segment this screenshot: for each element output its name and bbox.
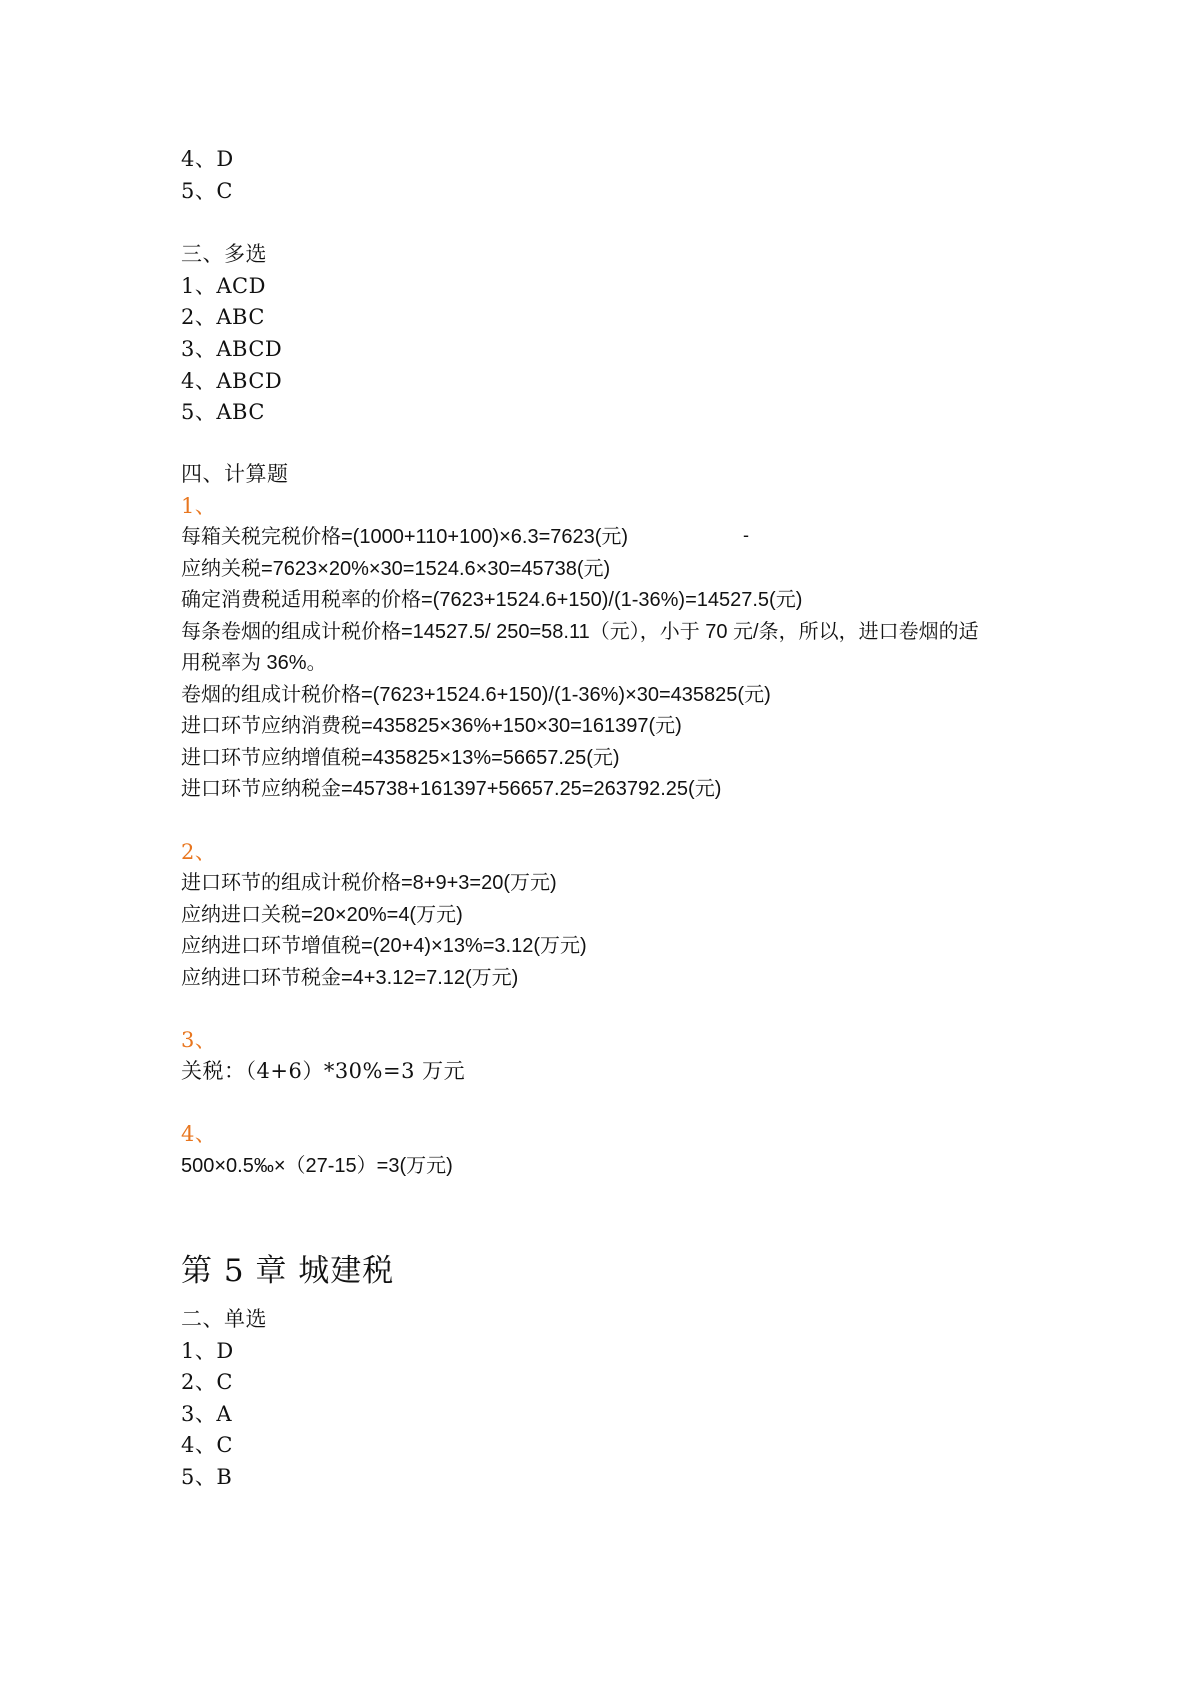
answer-line: 1、ACD <box>181 274 266 298</box>
section-heading-multiple-choice: 三、多选 <box>181 242 267 266</box>
answer-line: 2、ABC <box>181 305 265 329</box>
question-number: 1、 <box>181 494 217 518</box>
chapter-title: 第 5 章 城建税 <box>181 1253 395 1289</box>
solution-line: 进口环节应纳增值税=435825×13%=56657.25(元) <box>181 747 620 769</box>
solution-line: 每条卷烟的组成计税价格=14527.5/ 250=58.11（元），小于 70 元/条，所以，进口卷烟的适 <box>181 621 979 643</box>
solution-line: 应纳进口关税=20×20%=4(万元) <box>181 904 463 926</box>
answer-line: 1、D <box>181 1339 234 1363</box>
answer-line: 5、ABC <box>181 400 265 424</box>
answer-line: 3、A <box>181 1402 233 1426</box>
stray-mark: - <box>743 525 749 545</box>
question-number: 2、 <box>181 840 217 864</box>
solution-line: 进口环节应纳消费税=435825×36%+150×30=161397(元) <box>181 715 682 737</box>
solution-line: 应纳进口环节增值税=(20+4)×13%=3.12(万元) <box>181 935 587 957</box>
section-heading-single-choice: 二、单选 <box>181 1307 267 1331</box>
solution-line: 关税：（4+6）*30%=3 万元 <box>181 1059 466 1083</box>
solution-line: 每箱关税完税价格=(1000+110+100)×6.3=7623(元) <box>181 526 629 548</box>
answer-line: 2、C <box>181 1370 233 1394</box>
question-number: 3、 <box>181 1028 217 1052</box>
solution-line: 应纳进口环节税金=4+3.12=7.12(万元) <box>181 967 519 989</box>
solution-line: 进口环节的组成计税价格=8+9+3=20(万元) <box>181 872 557 894</box>
answer-line: 5、B <box>181 1465 233 1489</box>
answer-line: 4、C <box>181 1433 233 1457</box>
answer-line: 5、C <box>181 179 233 203</box>
answer-line: 4、D <box>181 147 234 171</box>
section-heading-calculation: 四、计算题 <box>181 462 289 486</box>
question-number: 4、 <box>181 1122 217 1146</box>
solution-line: 应纳关税=7623×20%×30=1524.6×30=45738(元) <box>181 558 611 580</box>
solution-line: 500×0.5‰×（27-15）=3(万元) <box>181 1155 453 1177</box>
answer-line: 3、ABCD <box>181 337 283 361</box>
solution-line: 用税率为 36%。 <box>181 652 327 674</box>
solution-line: 卷烟的组成计税价格=(7623+1524.6+150)/(1-36%)×30=435825(元) <box>181 684 771 706</box>
solution-line: 进口环节应纳税金=45738+161397+56657.25=263792.25(元) <box>181 778 722 800</box>
solution-line: 确定消费税适用税率的价格=(7623+1524.6+150)/(1-36%)=14527.5(元) <box>181 589 803 611</box>
answer-line: 4、ABCD <box>181 369 283 393</box>
